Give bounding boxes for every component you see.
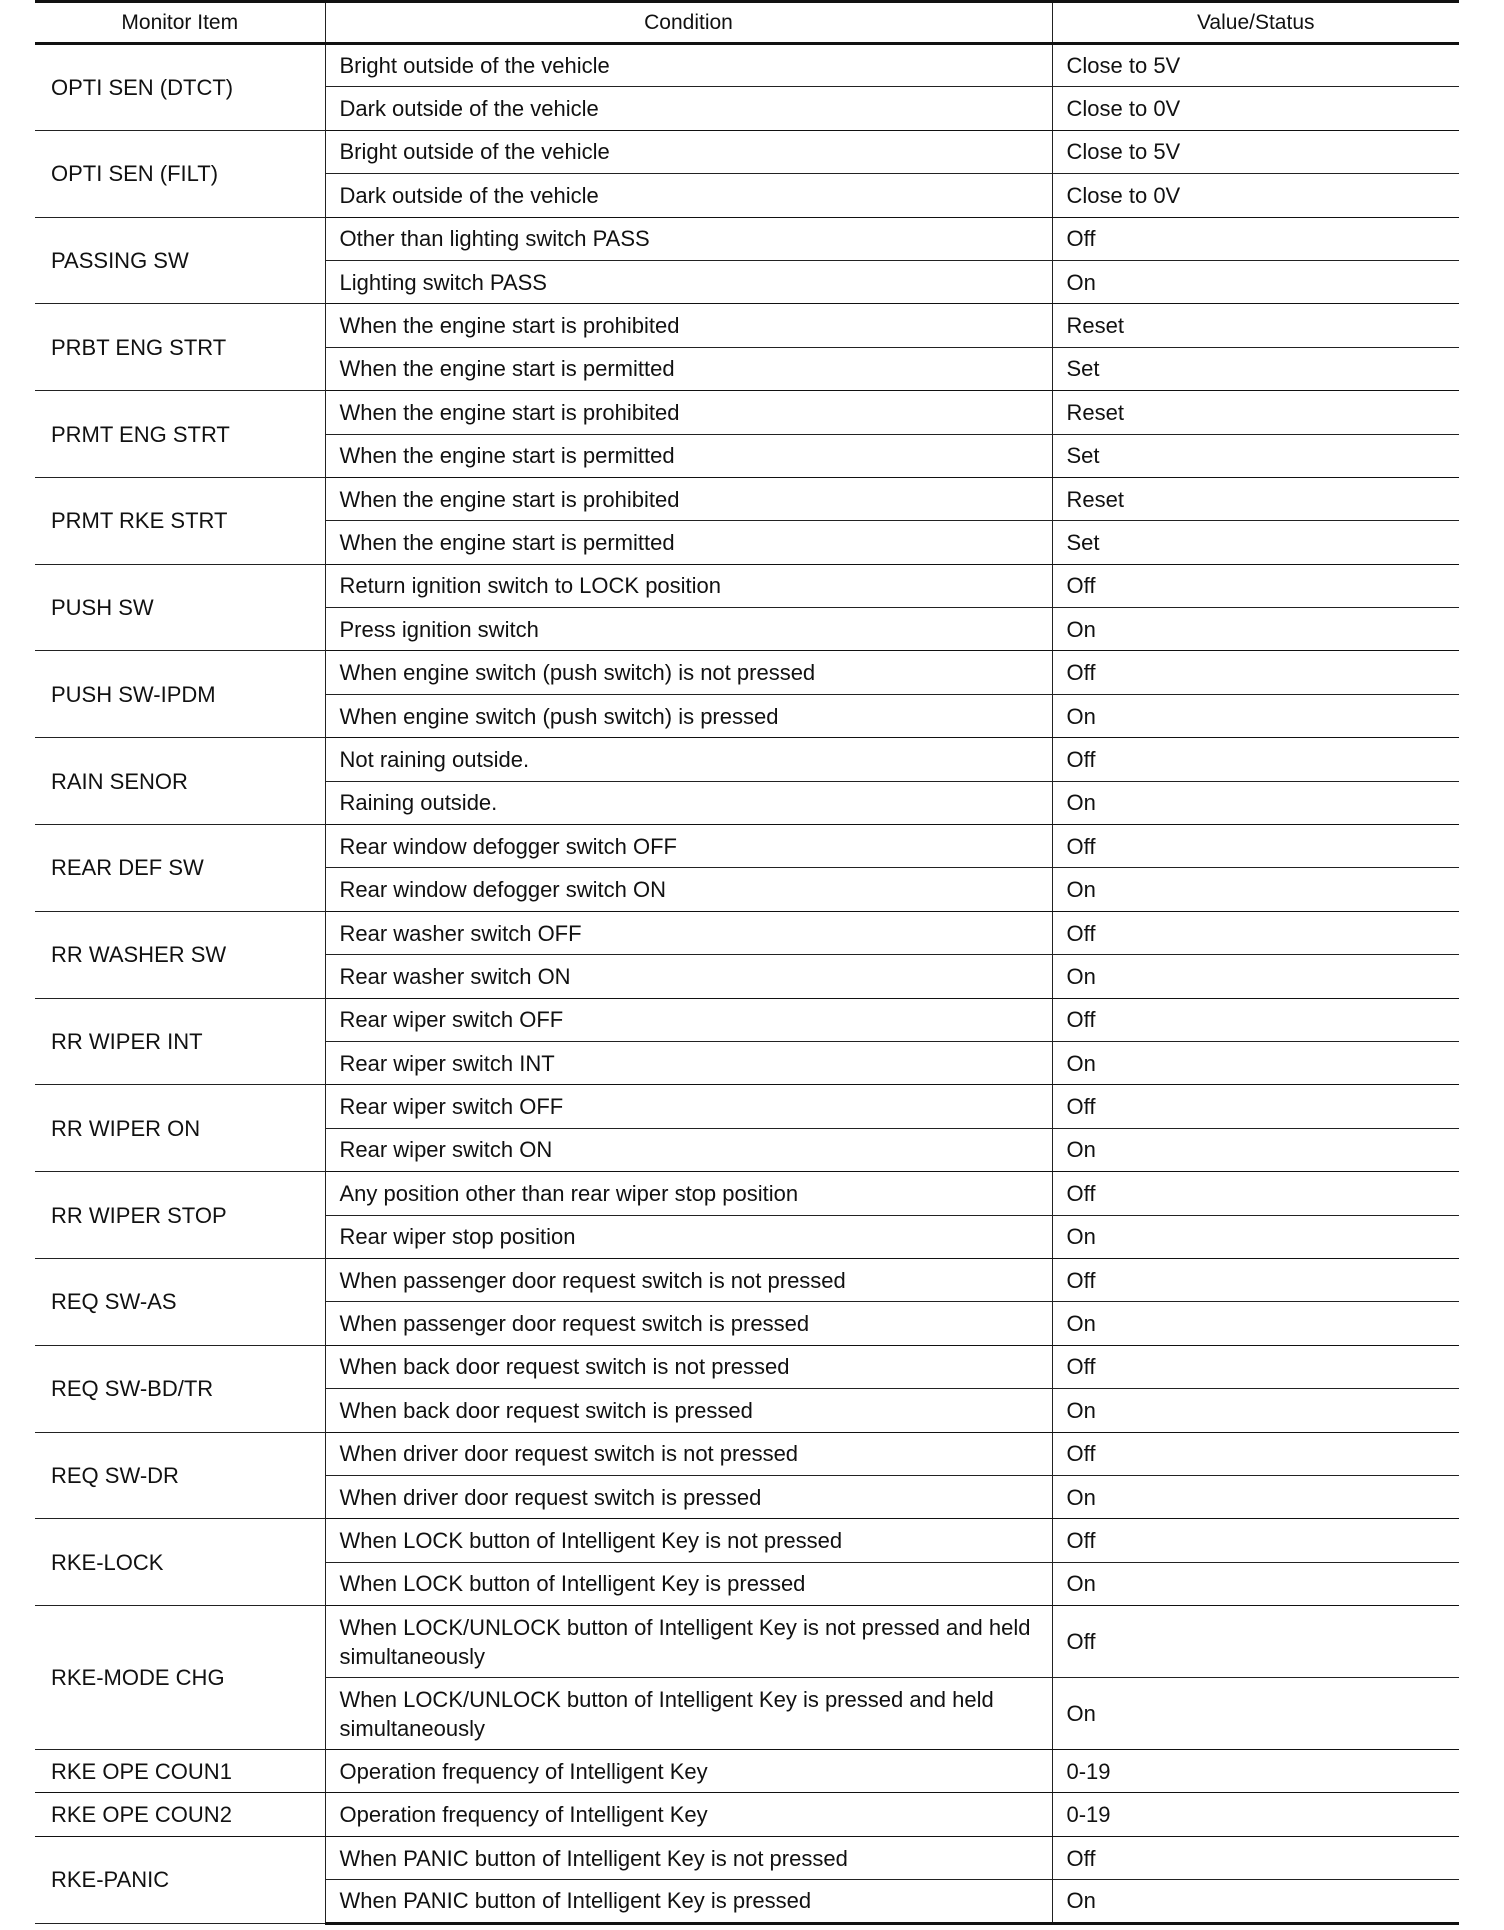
condition-cell: When driver door request switch is not pressed: [325, 1432, 1052, 1475]
value-status-cell: On: [1052, 1128, 1459, 1171]
condition-cell: Bright outside of the vehicle: [325, 130, 1052, 173]
condition-cell: When the engine start is permitted: [325, 434, 1052, 477]
table-row: [35, 130, 1459, 173]
condition-cell: When engine switch (push switch) is not pressed: [325, 651, 1052, 694]
value-status-cell: Reset: [1052, 477, 1459, 520]
value-status-cell: On: [1052, 1389, 1459, 1432]
monitor-item-cell: PRMT RKE STRT: [35, 477, 325, 564]
condition-cell: Rear washer switch ON: [325, 955, 1052, 998]
table-row: [35, 1345, 1459, 1388]
table-row: [35, 1750, 1459, 1793]
condition-cell: When passenger door request switch is pressed: [325, 1302, 1052, 1345]
value-status-cell: Off: [1052, 651, 1459, 694]
monitor-item-cell: PRMT ENG STRT: [35, 391, 325, 478]
monitor-item-cell: PASSING SW: [35, 217, 325, 304]
condition-cell: Not raining outside.: [325, 738, 1052, 781]
monitor-item-cell: REQ SW-DR: [35, 1432, 325, 1519]
table-row: [35, 477, 1459, 520]
condition-cell: Rear wiper switch OFF: [325, 998, 1052, 1041]
monitor-item-cell: RKE OPE COUN1: [35, 1750, 325, 1793]
condition-cell: When LOCK/UNLOCK button of Intelligent Key is not pressed and held simultaneously: [325, 1606, 1052, 1678]
table-row: [35, 998, 1459, 1041]
value-status-cell: Close to 5V: [1052, 44, 1459, 87]
condition-cell: Rear wiper switch ON: [325, 1128, 1052, 1171]
condition-cell: When PANIC button of Intelligent Key is pressed: [325, 1880, 1052, 1923]
condition-cell: When the engine start is permitted: [325, 521, 1052, 564]
condition-cell: Dark outside of the vehicle: [325, 174, 1052, 217]
condition-cell: When PANIC button of Intelligent Key is not pressed: [325, 1836, 1052, 1879]
value-status-cell: Reset: [1052, 391, 1459, 434]
condition-cell: Lighting switch PASS: [325, 260, 1052, 303]
value-status-cell: Close to 0V: [1052, 174, 1459, 217]
value-status-cell: On: [1052, 781, 1459, 824]
table-body: [35, 44, 1459, 1924]
monitor-item-cell: RR WIPER STOP: [35, 1172, 325, 1259]
table-row: [35, 738, 1459, 781]
condition-cell: When passenger door request switch is not pressed: [325, 1258, 1052, 1301]
value-status-cell: 0-19: [1052, 1750, 1459, 1793]
value-status-cell: Off: [1052, 1606, 1459, 1678]
condition-cell: When back door request switch is not pressed: [325, 1345, 1052, 1388]
value-status-cell: On: [1052, 1041, 1459, 1084]
table-row: [35, 1793, 1459, 1836]
condition-cell: When the engine start is prohibited: [325, 477, 1052, 520]
monitor-table-sheet: [35, 0, 1459, 1925]
condition-cell: When LOCK button of Intelligent Key is pressed: [325, 1562, 1052, 1605]
monitor-item-cell: RKE OPE COUN2: [35, 1793, 325, 1836]
table-row: [35, 1432, 1459, 1475]
condition-cell: When the engine start is permitted: [325, 347, 1052, 390]
condition-cell: Rear window defogger switch OFF: [325, 825, 1052, 868]
value-status-cell: On: [1052, 1562, 1459, 1605]
monitor-item-cell: RAIN SENOR: [35, 738, 325, 825]
condition-cell: When the engine start is prohibited: [325, 304, 1052, 347]
monitor-item-cell: RKE-PANIC: [35, 1836, 325, 1923]
value-status-cell: Set: [1052, 347, 1459, 390]
value-status-cell: Off: [1052, 1519, 1459, 1562]
condition-cell: When back door request switch is pressed: [325, 1389, 1052, 1432]
value-status-cell: Off: [1052, 825, 1459, 868]
monitor-item-cell: RR WIPER ON: [35, 1085, 325, 1172]
condition-cell: Bright outside of the vehicle: [325, 44, 1052, 87]
value-status-cell: Off: [1052, 1836, 1459, 1879]
condition-cell: Dark outside of the vehicle: [325, 87, 1052, 130]
monitor-item-cell: RR WIPER INT: [35, 998, 325, 1085]
table-row: [35, 825, 1459, 868]
value-status-cell: Off: [1052, 217, 1459, 260]
value-status-cell: 0-19: [1052, 1793, 1459, 1836]
value-status-cell: Close to 0V: [1052, 87, 1459, 130]
condition-cell: Rear wiper switch OFF: [325, 1085, 1052, 1128]
value-status-cell: Off: [1052, 1345, 1459, 1388]
monitor-item-cell: REAR DEF SW: [35, 825, 325, 912]
monitor-item-cell: OPTI SEN (FILT): [35, 130, 325, 217]
header-value-status: Value/Status: [1052, 2, 1459, 44]
value-status-cell: On: [1052, 608, 1459, 651]
condition-cell: Rear wiper switch INT: [325, 1041, 1052, 1084]
value-status-cell: Off: [1052, 564, 1459, 607]
condition-cell: Other than lighting switch PASS: [325, 217, 1052, 260]
value-status-cell: Set: [1052, 521, 1459, 564]
table-row: [35, 651, 1459, 694]
value-status-cell: Reset: [1052, 304, 1459, 347]
monitor-item-table: [35, 0, 1459, 1925]
value-status-cell: Off: [1052, 911, 1459, 954]
monitor-item-cell: RKE-LOCK: [35, 1519, 325, 1606]
table-row: [35, 217, 1459, 260]
value-status-cell: On: [1052, 260, 1459, 303]
table-row: [35, 1836, 1459, 1879]
value-status-cell: On: [1052, 1880, 1459, 1923]
table-row: [35, 911, 1459, 954]
monitor-item-cell: PRBT ENG STRT: [35, 304, 325, 391]
header-condition: Condition: [325, 2, 1052, 44]
value-status-cell: Close to 5V: [1052, 130, 1459, 173]
table-row: [35, 564, 1459, 607]
value-status-cell: On: [1052, 1678, 1459, 1750]
table-row: [35, 1519, 1459, 1562]
value-status-cell: On: [1052, 1475, 1459, 1518]
condition-cell: Any position other than rear wiper stop position: [325, 1172, 1052, 1215]
value-status-cell: Off: [1052, 1085, 1459, 1128]
value-status-cell: Off: [1052, 738, 1459, 781]
value-status-cell: On: [1052, 955, 1459, 998]
table-row: [35, 1172, 1459, 1215]
monitor-item-cell: RKE-MODE CHG: [35, 1606, 325, 1750]
table-row: [35, 1258, 1459, 1301]
value-status-cell: Off: [1052, 1258, 1459, 1301]
value-status-cell: Set: [1052, 434, 1459, 477]
table-header: [35, 2, 1459, 44]
value-status-cell: Off: [1052, 1432, 1459, 1475]
condition-cell: Return ignition switch to LOCK position: [325, 564, 1052, 607]
condition-cell: Press ignition switch: [325, 608, 1052, 651]
header-monitor-item: Monitor Item: [35, 2, 325, 44]
condition-cell: When the engine start is prohibited: [325, 391, 1052, 434]
value-status-cell: Off: [1052, 998, 1459, 1041]
monitor-item-cell: RR WASHER SW: [35, 911, 325, 998]
monitor-item-cell: REQ SW-AS: [35, 1258, 325, 1345]
value-status-cell: On: [1052, 694, 1459, 737]
table-row: [35, 44, 1459, 87]
condition-cell: Rear washer switch OFF: [325, 911, 1052, 954]
value-status-cell: Off: [1052, 1172, 1459, 1215]
condition-cell: When engine switch (push switch) is pressed: [325, 694, 1052, 737]
condition-cell: Operation frequency of Intelligent Key: [325, 1793, 1052, 1836]
condition-cell: Rear wiper stop position: [325, 1215, 1052, 1258]
table-row: [35, 1085, 1459, 1128]
condition-cell: When driver door request switch is pressed: [325, 1475, 1052, 1518]
condition-cell: When LOCK button of Intelligent Key is not pressed: [325, 1519, 1052, 1562]
monitor-item-cell: PUSH SW-IPDM: [35, 651, 325, 738]
table-row: [35, 1606, 1459, 1678]
condition-cell: When LOCK/UNLOCK button of Intelligent Key is pressed and held simultaneously: [325, 1678, 1052, 1750]
value-status-cell: On: [1052, 868, 1459, 911]
header-row: [35, 2, 1459, 44]
condition-cell: Operation frequency of Intelligent Key: [325, 1750, 1052, 1793]
table-row: [35, 391, 1459, 434]
table-row: [35, 304, 1459, 347]
condition-cell: Rear window defogger switch ON: [325, 868, 1052, 911]
monitor-item-cell: PUSH SW: [35, 564, 325, 651]
monitor-item-cell: REQ SW-BD/TR: [35, 1345, 325, 1432]
value-status-cell: On: [1052, 1302, 1459, 1345]
value-status-cell: On: [1052, 1215, 1459, 1258]
condition-cell: Raining outside.: [325, 781, 1052, 824]
monitor-item-cell: OPTI SEN (DTCT): [35, 44, 325, 131]
